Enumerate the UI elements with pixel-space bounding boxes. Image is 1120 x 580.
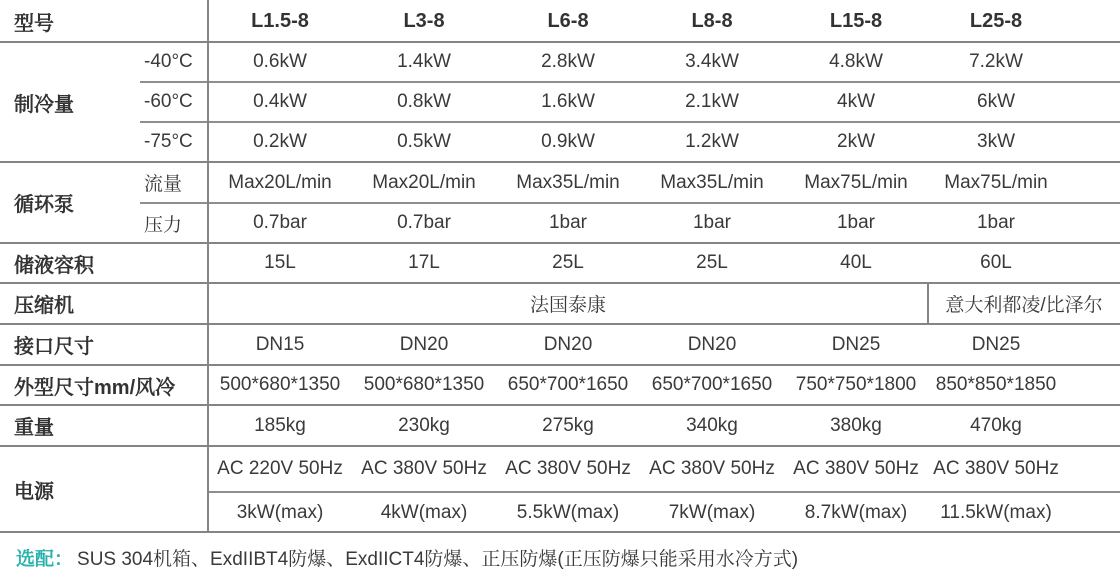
tank-cell: 25L — [696, 252, 728, 273]
port-cell: DN20 — [687, 333, 737, 355]
options-note-text: SUS 304机箱、ExdIIBT4防爆、ExdIICT4防爆、正压防爆(正压防爆只能采用水冷方式) — [77, 549, 799, 570]
divider-below-compressor — [0, 323, 1120, 325]
pump-flow-cell: Max20L/min — [228, 171, 332, 193]
power-max-cell: 4kW(max) — [380, 501, 468, 523]
options-note — [0, 535, 1120, 580]
row-label-compressor: 压缩机 — [14, 295, 74, 317]
dimension-cell: 500*680*1350 — [219, 374, 341, 395]
cooling-75-cell: 3kW — [977, 131, 1015, 152]
compressor-last-cell: 意大利都凌/比泽尔 — [945, 295, 1103, 316]
pump-flow-cell: Max75L/min — [804, 171, 908, 193]
row-label-model: 型号 — [14, 12, 54, 35]
divider-below-pump — [0, 242, 1120, 244]
port-cell: DN20 — [399, 333, 449, 355]
col-header-l8-8: L8-8 — [691, 9, 733, 32]
dimension-cell: 850*850*1850 — [935, 374, 1057, 395]
port-cell: DN15 — [255, 333, 305, 355]
cooling-60-cell: 2.1kW — [685, 91, 739, 112]
port-cell: DN25 — [971, 333, 1021, 355]
divider-flow-pressure — [140, 202, 1120, 204]
divider-labels-data — [207, 0, 209, 533]
cooling-40-cell: 4.8kW — [829, 51, 883, 72]
divider-below-tank — [0, 282, 1120, 284]
cooling-60-cell: 1.6kW — [541, 91, 595, 112]
pump-pressure-cell: 0.7bar — [253, 212, 307, 233]
divider-table-bottom — [0, 531, 1120, 533]
sub-label-pressure: 压力 — [144, 214, 183, 236]
weight-cell: 185kg — [254, 414, 306, 436]
pump-pressure-cell: 1bar — [976, 212, 1016, 233]
weight-cell: 230kg — [398, 414, 450, 436]
cooling-60-cell: 0.8kW — [397, 91, 451, 112]
col-header-l6-8: L6-8 — [547, 9, 589, 32]
power-max-cell: 7kW(max) — [668, 501, 756, 523]
power-max-cell: 3kW(max) — [236, 501, 324, 523]
power-max-cell: 8.7kW(max) — [804, 501, 908, 523]
row-label-dimensions: 外型尺寸mm/风冷 — [14, 376, 176, 399]
power-supply-cell: AC 380V 50Hz — [649, 458, 775, 479]
power-supply-cell: AC 380V 50Hz — [933, 458, 1059, 479]
cooling-40-cell: 2.8kW — [541, 51, 595, 72]
row-label-cooling-capacity: 制冷量 — [14, 93, 74, 116]
port-cell: DN20 — [543, 333, 593, 355]
cooling-60-cell: 0.4kW — [253, 91, 307, 112]
sub-label-flow: 流量 — [144, 174, 183, 195]
row-label-port-size: 接口尺寸 — [14, 336, 94, 358]
cooling-40-cell: 7.2kW — [969, 51, 1023, 72]
tank-cell: 15L — [264, 252, 296, 273]
power-supply-cell: AC 380V 50Hz — [361, 458, 487, 479]
sub-label-minus75: -75°C — [144, 131, 193, 152]
divider-below-ports — [0, 364, 1120, 366]
pump-pressure-cell: 1bar — [836, 212, 876, 233]
pump-flow-cell: Max20L/min — [372, 171, 476, 193]
divider-compressor-columns — [927, 283, 929, 324]
weight-cell: 470kg — [970, 414, 1022, 436]
sub-label-minus40: -40°C — [144, 51, 193, 72]
cooling-40-cell: 1.4kW — [397, 51, 451, 72]
tank-cell: 17L — [408, 252, 440, 273]
options-note-label: 选配： — [16, 549, 74, 570]
weight-cell: 380kg — [830, 414, 882, 436]
tank-cell: 60L — [980, 252, 1012, 273]
cooling-40-cell: 3.4kW — [685, 51, 739, 72]
pump-flow-cell: Max35L/min — [516, 171, 620, 193]
dimension-cell: 650*700*1650 — [507, 374, 629, 395]
row-label-tank-volume: 储液容积 — [14, 254, 94, 277]
row-label-weight: 重量 — [14, 417, 54, 439]
divider-below-cooling — [0, 161, 1120, 163]
power-supply-cell: AC 220V 50Hz — [217, 458, 343, 479]
pump-pressure-cell: 1bar — [692, 212, 732, 233]
cooling-75-cell: 2kW — [837, 131, 875, 152]
divider-power-rows — [207, 491, 1120, 493]
cooling-75-cell: 1.2kW — [685, 131, 739, 152]
power-supply-cell: AC 380V 50Hz — [793, 458, 919, 479]
pump-flow-cell: Max75L/min — [944, 171, 1048, 193]
power-supply-cell: AC 380V 50Hz — [505, 458, 631, 479]
weight-cell: 340kg — [686, 414, 738, 436]
sub-label-minus60: -60°C — [144, 91, 193, 112]
divider-below-model-row — [0, 41, 1120, 43]
tank-cell: 25L — [552, 252, 584, 273]
row-label-circulation-pump: 循环泵 — [14, 194, 74, 216]
power-max-cell: 5.5kW(max) — [516, 501, 620, 523]
tank-cell: 40L — [840, 252, 872, 273]
port-cell: DN25 — [831, 333, 881, 355]
row-label-power: 电源 — [14, 481, 54, 503]
col-header-l3-8: L3-8 — [403, 9, 445, 32]
pump-flow-cell: Max35L/min — [660, 171, 764, 193]
weight-cell: 275kg — [542, 414, 594, 436]
col-header-l15-8: L15-8 — [829, 9, 883, 32]
col-header-l25-8: L25-8 — [969, 9, 1023, 32]
pump-pressure-cell: 0.7bar — [397, 212, 451, 233]
cooling-75-cell: 0.5kW — [397, 131, 451, 152]
cooling-75-cell: 0.2kW — [253, 131, 307, 152]
power-max-cell: 11.5kW(max) — [940, 501, 1052, 523]
cooling-60-cell: 6kW — [977, 91, 1015, 112]
cooling-40-cell: 0.6kW — [253, 51, 307, 72]
dimension-cell: 500*680*1350 — [363, 374, 485, 395]
dimension-cell: 750*750*1800 — [795, 374, 917, 395]
cooling-60-cell: 4kW — [837, 91, 875, 112]
dimension-cell: 650*700*1650 — [651, 374, 773, 395]
divider-below-dimensions — [0, 404, 1120, 406]
divider-cooling-40-60 — [140, 81, 1120, 83]
col-header-l1-5-8: L1.5-8 — [251, 9, 309, 32]
cooling-75-cell: 0.9kW — [541, 131, 595, 152]
divider-below-weight — [0, 445, 1120, 447]
divider-cooling-60-75 — [140, 121, 1120, 123]
pump-pressure-cell: 1bar — [548, 212, 588, 233]
compressor-main-cell: 法国泰康 — [529, 295, 606, 316]
